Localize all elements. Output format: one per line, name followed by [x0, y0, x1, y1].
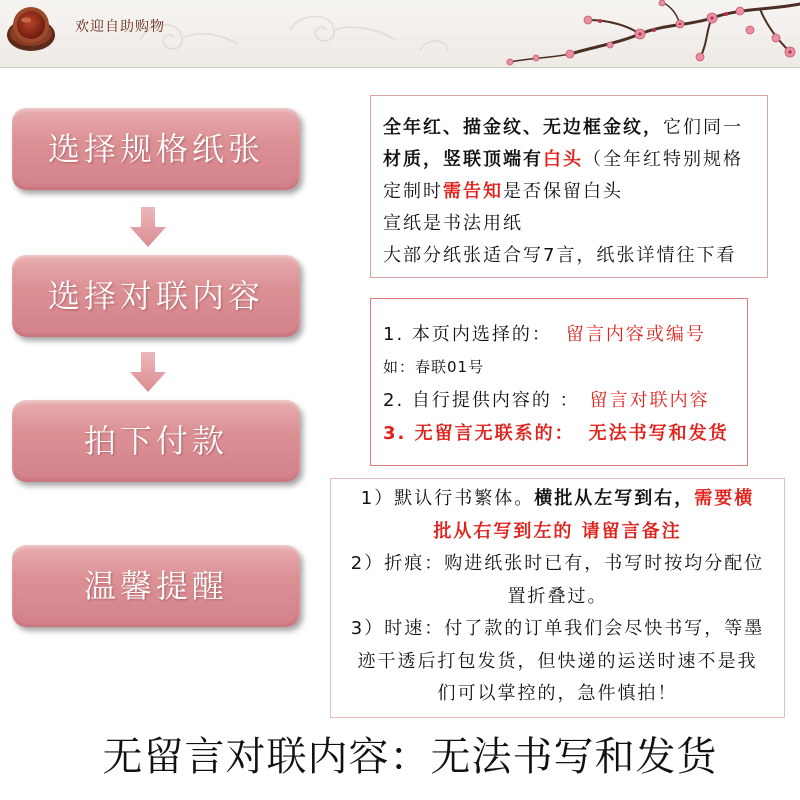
content-line: [383, 417, 747, 450]
paper-text: 宣纸是书法用纸: [383, 213, 523, 234]
paper-line: [383, 176, 767, 208]
paper-line: [383, 144, 767, 176]
content-option-label: 2. 自行提供内容的 ：: [383, 390, 580, 411]
step-pay: 拍下付款: [12, 400, 300, 482]
note-line: [331, 548, 784, 581]
teacup-icon: [5, 2, 57, 54]
paper-line: [383, 240, 767, 272]
content-choice-box: [370, 298, 748, 466]
step-select-paper: 选择规格纸张: [12, 108, 300, 190]
footer-notice: 无留言对联内容：无法书写和发货: [102, 734, 718, 780]
white-top-highlight: 白头: [543, 149, 583, 170]
note-line: [331, 516, 784, 549]
note-text: 2）折痕：购进纸张时已有，书写时按均分配位: [350, 553, 765, 574]
note-highlight: 批从右写到左的 请留言备注: [433, 520, 682, 542]
content-line: [383, 318, 747, 351]
paper-line: [383, 112, 767, 144]
header-banner: [0, 0, 800, 68]
content-example: [383, 351, 747, 384]
paper-text: 是否保留白头: [503, 181, 623, 202]
content-line: [383, 384, 747, 417]
note-text: 3）时速：付了款的订单我们会尽快书写，等墨: [350, 618, 765, 639]
note-text: 迹干透后打包发货，但快递的运送时速不是我: [357, 650, 758, 672]
step-select-content: 选择对联内容: [12, 255, 300, 337]
note-text: 1）默认行书繁体。: [360, 488, 535, 509]
note-bold-text: 横批从左写到右，: [534, 488, 695, 509]
content-example-text: 如：春联01号: [383, 358, 485, 376]
reminder-notes-box: [330, 478, 785, 718]
content-option-value: 留言对联内容: [589, 390, 710, 411]
paper-text: 它们同一: [663, 117, 743, 138]
content-option-label: 1. 本页内选择的：: [383, 324, 552, 345]
plum-blossom-decoration: [450, 0, 800, 67]
paper-text: 定制时: [383, 181, 443, 202]
paper-types-text: 全年红、描金纹、无边框金纹，: [383, 117, 663, 138]
note-highlight: 需要横: [694, 488, 755, 509]
down-arrow-icon: [130, 352, 166, 392]
note-line: [331, 646, 784, 679]
paper-line: [383, 208, 767, 240]
note-text: 置折叠过。: [507, 585, 608, 607]
content-option-value: 留言内容或编号: [565, 324, 706, 345]
content-option-value: 无法书写和发货: [588, 423, 729, 444]
note-line: [331, 581, 784, 614]
note-line: [331, 613, 784, 646]
down-arrow-icon: [130, 207, 166, 247]
paper-text: 大部分纸张适合写7言，纸张详情往下看: [383, 245, 737, 266]
note-line: [331, 483, 784, 516]
paper-text: 材质，竖联顶端有: [383, 149, 543, 170]
header-title: 欢迎自助购物: [75, 19, 165, 35]
must-inform-highlight: 需告知: [443, 181, 503, 202]
paper-text: （全年红特别规格: [583, 149, 743, 170]
step-reminder: 温馨提醒: [12, 545, 300, 627]
note-line: [331, 678, 784, 711]
cloud-pattern-decoration: [120, 0, 500, 67]
note-text: 们可以掌控的，急件慎拍！: [437, 683, 678, 704]
paper-spec-box: [370, 95, 768, 278]
content-option-label: 3. 无留言无联系的：: [383, 423, 575, 444]
